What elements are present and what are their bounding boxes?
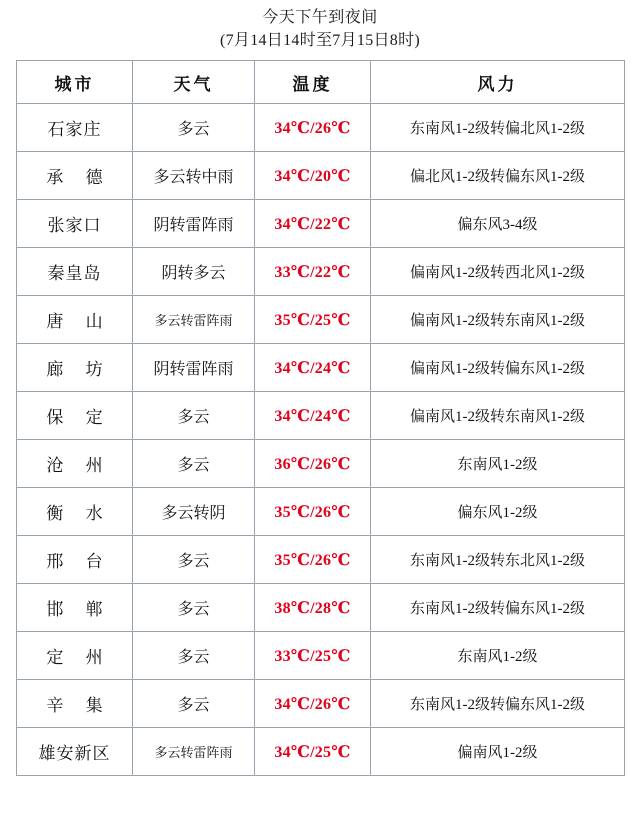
temperature-value: 38℃/28℃ <box>274 599 351 617</box>
weather-description: 多云 <box>177 697 210 715</box>
table-row <box>17 680 625 728</box>
cell-city <box>17 440 133 488</box>
temperature-value: 34℃/24℃ <box>274 359 351 377</box>
temperature-value: 35℃/26℃ <box>274 551 351 569</box>
cell-wind <box>371 248 625 296</box>
cell-weather <box>133 488 255 536</box>
weather-description: 多云转雷阵雨 <box>154 313 233 329</box>
cell-weather <box>133 584 255 632</box>
cell-city <box>17 248 133 296</box>
cell-weather <box>133 632 255 680</box>
cell-weather <box>133 104 255 152</box>
cell-city <box>17 680 133 728</box>
cell-temperature <box>255 152 371 200</box>
table-row <box>17 200 625 248</box>
table-row <box>17 440 625 488</box>
temperature-value: 34℃/26℃ <box>274 695 351 713</box>
wind-description: 偏南风1-2级转东南风1-2级 <box>410 313 585 330</box>
weather-description: 阴转雷阵雨 <box>153 217 234 235</box>
table-row <box>17 392 625 440</box>
cell-wind <box>371 488 625 536</box>
weather-description: 多云 <box>177 409 210 427</box>
temperature-value: 34℃/26℃ <box>274 119 351 137</box>
weather-description: 多云转雷阵雨 <box>154 745 233 761</box>
table-row <box>17 104 625 152</box>
cell-city <box>17 296 133 344</box>
cell-temperature <box>255 536 371 584</box>
table-row <box>17 296 625 344</box>
cell-weather <box>133 248 255 296</box>
city-name: 张家口 <box>47 216 102 236</box>
temperature-value: 33℃/25℃ <box>274 647 351 665</box>
weather-table <box>16 60 625 776</box>
city-name: 石家庄 <box>47 120 102 140</box>
cell-weather <box>133 392 255 440</box>
wind-description: 东南风1-2级转偏东风1-2级 <box>410 601 585 618</box>
city-name: 邢 台 <box>46 552 112 572</box>
cell-wind <box>371 344 625 392</box>
table-row <box>17 584 625 632</box>
weather-description: 多云 <box>177 121 210 139</box>
wind-description: 偏北风1-2级转偏东风1-2级 <box>410 169 585 186</box>
city-name: 秦皇岛 <box>47 264 102 284</box>
table-body <box>17 104 625 776</box>
cell-weather <box>133 536 255 584</box>
city-name: 雄安新区 <box>38 744 111 764</box>
table-row <box>17 248 625 296</box>
cell-wind <box>371 200 625 248</box>
city-name: 廊 坊 <box>46 360 112 380</box>
cell-wind <box>371 392 625 440</box>
city-name: 定 州 <box>46 648 112 668</box>
cell-weather <box>133 344 255 392</box>
city-name: 承 德 <box>46 168 112 188</box>
weather-description: 多云 <box>177 601 210 619</box>
cell-temperature <box>255 392 371 440</box>
cell-temperature <box>255 728 371 776</box>
cell-city <box>17 488 133 536</box>
weather-description: 多云 <box>177 457 210 475</box>
temperature-value: 34℃/25℃ <box>274 743 351 761</box>
temperature-value: 34℃/22℃ <box>274 215 351 233</box>
wind-description: 偏东风3-4级 <box>457 217 538 234</box>
table-row <box>17 536 625 584</box>
cell-temperature <box>255 344 371 392</box>
cell-temperature <box>255 104 371 152</box>
table-row <box>17 728 625 776</box>
cell-weather <box>133 200 255 248</box>
wind-description: 东南风1-2级转偏北风1-2级 <box>410 121 585 138</box>
cell-wind <box>371 536 625 584</box>
cell-city <box>17 392 133 440</box>
city-name: 保 定 <box>46 408 112 428</box>
weather-description: 多云 <box>177 553 210 571</box>
cell-wind <box>371 104 625 152</box>
cell-weather <box>133 152 255 200</box>
weather-description: 多云 <box>177 649 210 667</box>
cell-city <box>17 104 133 152</box>
wind-description: 东南风1-2级 <box>457 649 538 666</box>
cell-weather <box>133 680 255 728</box>
city-name: 邯 郸 <box>46 600 112 620</box>
cell-temperature <box>255 248 371 296</box>
cell-temperature <box>255 488 371 536</box>
column-header-temperature: 温度 <box>255 61 371 104</box>
cell-temperature <box>255 440 371 488</box>
temperature-value: 36℃/26℃ <box>274 455 351 473</box>
cell-weather <box>133 728 255 776</box>
cell-city <box>17 536 133 584</box>
city-name: 衡 水 <box>46 504 112 524</box>
cell-wind <box>371 728 625 776</box>
wind-description: 偏东风1-2级 <box>457 505 538 522</box>
cell-city <box>17 344 133 392</box>
wind-description: 东南风1-2级 <box>457 457 538 474</box>
weather-description: 阴转多云 <box>161 265 226 283</box>
table-row <box>17 344 625 392</box>
temperature-value: 34℃/20℃ <box>274 167 351 185</box>
wind-description: 偏南风1-2级转东南风1-2级 <box>410 409 585 426</box>
table-row <box>17 488 625 536</box>
weather-description: 多云转阴 <box>161 505 226 523</box>
wind-description: 偏南风1-2级 <box>457 745 538 762</box>
cell-city <box>17 728 133 776</box>
wind-description: 东南风1-2级转偏东风1-2级 <box>410 697 585 714</box>
cell-temperature <box>255 200 371 248</box>
cell-temperature <box>255 680 371 728</box>
cell-city <box>17 152 133 200</box>
city-name: 沧 州 <box>46 456 112 476</box>
title-sub-text: (7月14日14时至7月15日8时) <box>219 32 421 50</box>
table-header-row <box>17 61 625 104</box>
weather-description: 阴转雷阵雨 <box>153 361 234 379</box>
cell-wind <box>371 632 625 680</box>
cell-city <box>17 584 133 632</box>
column-header-weather: 天气 <box>133 61 255 104</box>
wind-description: 偏南风1-2级转偏东风1-2级 <box>410 361 585 378</box>
weather-description: 多云转中雨 <box>153 169 234 187</box>
wind-description: 东南风1-2级转东北风1-2级 <box>410 553 585 570</box>
cell-temperature <box>255 584 371 632</box>
cell-weather <box>133 296 255 344</box>
title-main-text: 今天下午到夜间 <box>262 9 378 26</box>
city-name: 唐 山 <box>46 312 112 332</box>
temperature-value: 35℃/25℃ <box>274 311 351 329</box>
temperature-value: 33℃/22℃ <box>274 263 351 281</box>
page-title <box>16 6 624 52</box>
column-header-city: 城市 <box>17 61 133 104</box>
cell-wind <box>371 296 625 344</box>
temperature-value: 35℃/26℃ <box>274 503 351 521</box>
table-row <box>17 632 625 680</box>
cell-wind <box>371 680 625 728</box>
cell-weather <box>133 440 255 488</box>
column-header-wind: 风力 <box>371 61 625 104</box>
cell-wind <box>371 584 625 632</box>
cell-city <box>17 632 133 680</box>
cell-temperature <box>255 296 371 344</box>
temperature-value: 34℃/24℃ <box>274 407 351 425</box>
wind-description: 偏南风1-2级转西北风1-2级 <box>410 265 585 282</box>
cell-temperature <box>255 632 371 680</box>
city-name: 辛 集 <box>46 696 112 716</box>
cell-city <box>17 200 133 248</box>
table-row <box>17 152 625 200</box>
cell-wind <box>371 440 625 488</box>
cell-wind <box>371 152 625 200</box>
